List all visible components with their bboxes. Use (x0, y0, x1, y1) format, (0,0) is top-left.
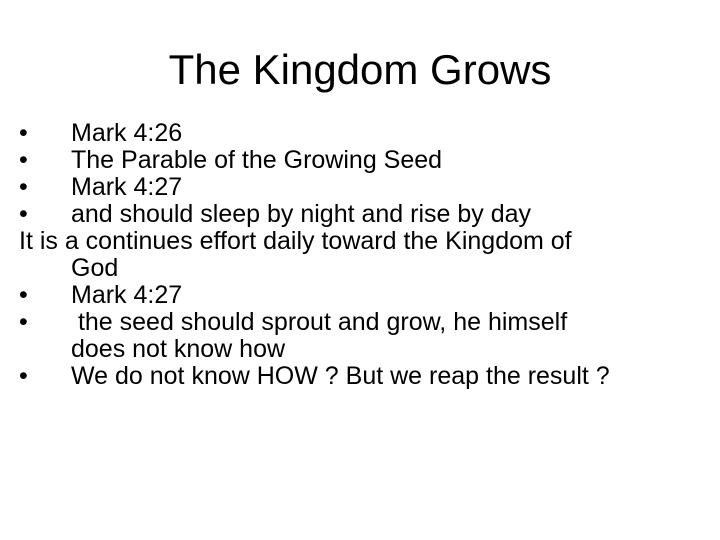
bullet-glyph: • (19, 308, 28, 336)
bullet-text: and should sleep by night and rise by day (71, 200, 532, 228)
bullet-item (19, 309, 709, 336)
bullet-text: The Parable of the Growing Seed (71, 146, 443, 174)
body-text-line: It is a continues effort daily toward the Kingdom of (19, 227, 572, 255)
slide-title: The Kingdom Grows (168, 46, 552, 93)
bullet-glyph: • (19, 173, 28, 201)
bullet-item (19, 363, 709, 390)
bullet-glyph: • (19, 146, 28, 174)
bullet-glyph: • (19, 281, 28, 309)
slide-body (19, 120, 709, 390)
bullet-text: Mark 4:26 (71, 119, 183, 147)
bullet-glyph: • (19, 119, 28, 147)
bullet-text: the seed should sprout and grow, he himself (71, 308, 568, 336)
bullet-text-continuation: does not know how (71, 335, 286, 363)
bullet-text: Mark 4:27 (71, 281, 183, 309)
bullet-item (19, 282, 709, 309)
bullet-text: We do not know HOW ? But we reap the result ? (71, 362, 610, 390)
bullet-glyph: • (19, 362, 28, 390)
bullet-item (19, 174, 709, 201)
bullet-item (19, 201, 709, 228)
bullet-item (19, 147, 709, 174)
bullet-item (19, 120, 709, 147)
bullet-glyph: • (19, 200, 28, 228)
bullet-text: Mark 4:27 (71, 173, 183, 201)
body-text-continuation: God (71, 254, 119, 282)
